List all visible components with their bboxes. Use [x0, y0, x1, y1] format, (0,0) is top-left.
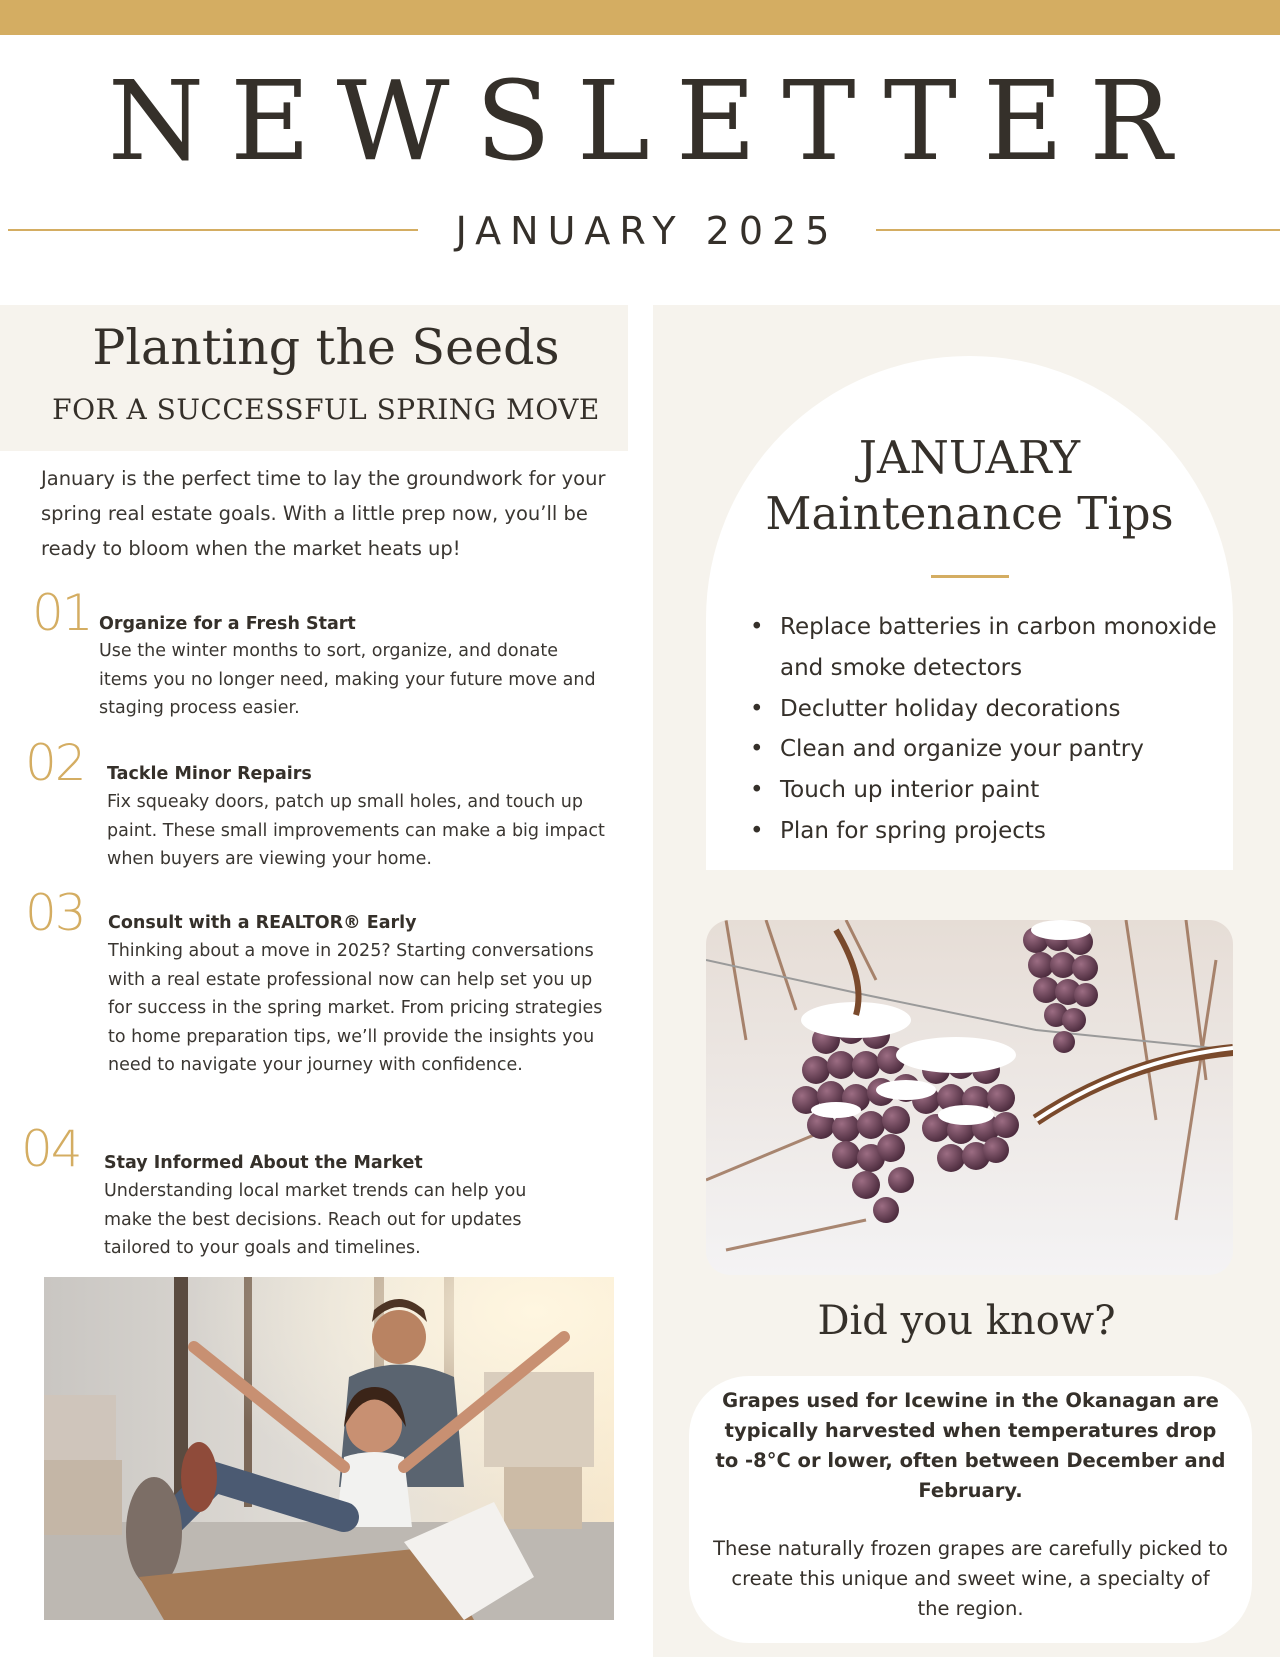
step-title: Organize for a Fresh Start [99, 614, 356, 634]
step-body: Use the winter months to sort, organize, and donate items you no longer need, making your future move and staging process easier. [99, 641, 596, 718]
issue-date: JANUARY 2025 [455, 209, 839, 253]
list-item: • Declutter holiday decorations [750, 689, 1220, 730]
top-accent-bar [0, 0, 1280, 35]
feature-subtitle: FOR A SUCCESSFUL SPRING MOVE [52, 393, 600, 426]
icewine-grapes-photo [706, 920, 1233, 1275]
step-number: 02 [25, 734, 85, 792]
maintenance-title-line2: Maintenance Tips [765, 487, 1174, 540]
feature-title: Planting the Seeds [92, 319, 560, 376]
step-title: Tackle Minor Repairs [107, 764, 312, 784]
step-body: Thinking about a move in 2025? Starting conversations with a real estate professional now can help set you up for success in the spring market. From pricing strategies to home preparation tips, we’ll provide the insights you need to navigate your journey with confidence. [108, 941, 603, 1075]
list-item: • Touch up interior paint [750, 770, 1220, 811]
did-you-know-highlight: Grapes used for Icewine in the Okanagan are typically harvested when temperatures drop to -8°C or lower, often between December and February. [715, 1389, 1226, 1502]
list-item: • Plan for spring projects [750, 811, 1220, 852]
maintenance-title [706, 430, 1233, 542]
maintenance-divider [931, 575, 1009, 578]
step-number: 04 [21, 1120, 81, 1178]
list-item: • Clean and organize your pantry [750, 729, 1220, 770]
maintenance-title-line1: JANUARY [858, 431, 1081, 484]
divider-right [876, 229, 1280, 231]
did-you-know-body: These naturally frozen grapes are carefully picked to create this unique and sweet wine, a specialty of the region. [713, 1537, 1228, 1620]
step-number: 03 [25, 884, 85, 942]
step-body: Fix squeaky doors, patch up small holes, and touch up paint. These small improvements can make a big impact when buyers are viewing your home. [107, 792, 605, 869]
step-number: 01 [32, 584, 92, 642]
couple-moving-photo [44, 1277, 614, 1620]
maintenance-tips-list [750, 607, 1220, 852]
feature-intro: January is the perfect time to lay the groundwork for your spring real estate goals. With a little prep now, you’ll be ready to bloom when the market heats up! [41, 467, 606, 560]
step-title: Stay Informed About the Market [104, 1153, 423, 1173]
did-you-know-title: Did you know? [817, 1298, 1116, 1344]
step-title: Consult with a REALTOR® Early [108, 913, 417, 933]
step-body: Understanding local market trends can help you make the best decisions. Reach out for updates tailored to your goals and timelines. [104, 1181, 527, 1258]
newsletter-title: NEWSLETTER [107, 57, 1199, 185]
list-item: • Replace batteries in carbon monoxide and smoke detectors [750, 607, 1220, 689]
divider-left [8, 229, 418, 231]
